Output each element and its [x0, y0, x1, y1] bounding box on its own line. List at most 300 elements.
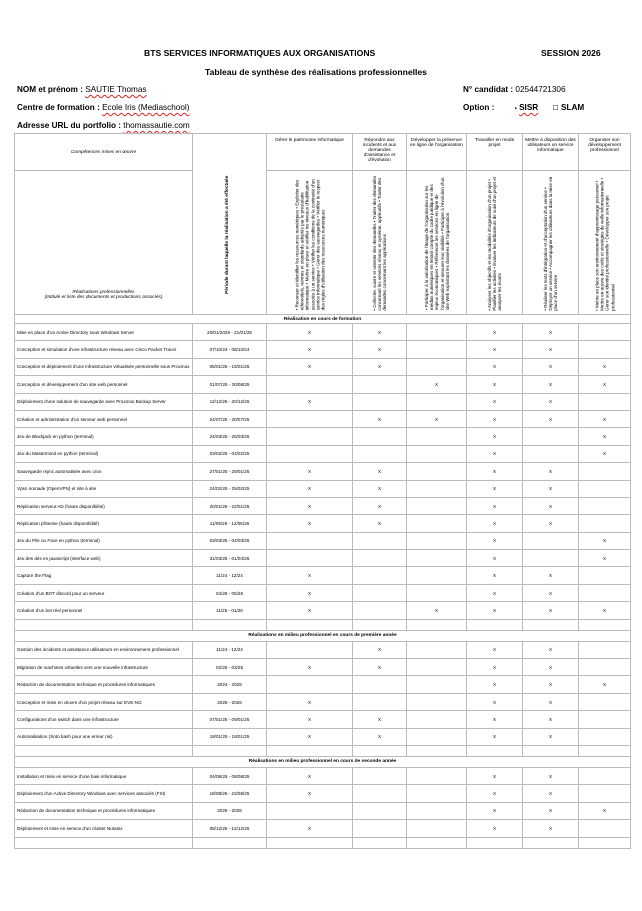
check-mark: X	[307, 773, 312, 779]
realisation-label: Rédaction de documentation technique et procédures informatiques	[15, 802, 193, 819]
spacer-cell	[579, 619, 631, 630]
competence-cell-4	[523, 584, 579, 601]
competence-cell-4	[523, 341, 579, 358]
check-mark: X	[548, 416, 553, 422]
check-mark: X	[548, 825, 553, 831]
col-detail-5	[579, 171, 631, 315]
realisation-label: Création et administration d'un serveur web personnel	[15, 410, 193, 427]
competence-cell-2	[407, 567, 467, 584]
competence-cell-3	[467, 445, 523, 462]
competence-cell-5	[579, 393, 631, 410]
check-mark: X	[492, 503, 497, 509]
competence-cell-1	[353, 693, 407, 710]
check-mark: X	[492, 773, 497, 779]
competence-cell-5	[579, 550, 631, 567]
competence-cell-5	[579, 341, 631, 358]
spacer-cell	[267, 837, 353, 848]
check-mark: X	[602, 381, 607, 387]
check-mark: X	[307, 486, 312, 492]
competence-cell-1	[353, 376, 407, 393]
competence-cell-3	[467, 820, 523, 837]
check-mark: X	[548, 699, 553, 705]
competence-cell-5	[579, 445, 631, 462]
competence-cell-0	[267, 785, 353, 802]
competence-cell-0	[267, 376, 353, 393]
competence-cell-0	[267, 711, 353, 728]
check-mark: X	[307, 734, 312, 740]
check-mark: X	[492, 825, 497, 831]
competence-cell-1	[353, 820, 407, 837]
competence-cell-1	[353, 785, 407, 802]
realisation-period: 11/05/26 - 12/05/26	[193, 515, 267, 532]
competence-cell-3	[467, 428, 523, 445]
check-mark: X	[602, 451, 607, 457]
table-row	[15, 602, 631, 619]
competence-cell-0	[267, 602, 353, 619]
option-slam-checkbox[interactable]: ☐	[552, 105, 559, 112]
realisations-title: Réalisations professionnelles (Intitulé et liste des documents et productions associés)	[15, 171, 193, 315]
competence-cell-1	[353, 463, 407, 480]
competence-cell-4	[523, 567, 579, 584]
table-row	[15, 341, 631, 358]
col-detail-1-text: • Collecter, suivre et orienter des demandes • Traiter des demandes concernant les services réseau et système, applicatifs • Traiter des demandes concernant les applications	[371, 175, 388, 311]
competence-cell-0	[267, 659, 353, 676]
name-value: SAUTIE Thomas	[85, 85, 147, 94]
check-mark: X	[377, 329, 382, 335]
col-title-1: Répondre aux incidents et aux demandes d'assistance et d'évolution	[353, 134, 407, 171]
realisation-label: Jeu du Mastermind en python (terminal)	[15, 445, 193, 462]
check-mark: X	[307, 825, 312, 831]
competence-cell-2	[407, 767, 467, 784]
check-mark: X	[548, 503, 553, 509]
col-title-2: Développer la présence en ligne de l'organisation	[407, 134, 467, 171]
competence-cell-2	[407, 515, 467, 532]
competence-cell-4	[523, 324, 579, 341]
competence-cell-4	[523, 659, 579, 676]
check-mark: X	[492, 434, 497, 440]
realisation-label: Installation et mise en service d'une baie informatique	[15, 767, 193, 784]
check-mark: X	[492, 399, 497, 405]
realisation-label: Déploiement d'un Active Directory Windows avec services associés (FSI)	[15, 785, 193, 802]
candidate-value: 02544721306	[515, 85, 566, 94]
check-mark: X	[548, 773, 553, 779]
realisation-period: 08/12/25 - 12/12/25	[193, 820, 267, 837]
center-line	[17, 103, 189, 112]
section-title: Réalisation en cours de formation	[15, 315, 631, 324]
spacer-cell	[467, 837, 523, 848]
check-mark: X	[492, 647, 497, 653]
check-mark: X	[492, 664, 497, 670]
competence-cell-1	[353, 641, 407, 658]
competence-cell-4	[523, 641, 579, 658]
check-mark: X	[492, 573, 497, 579]
col-title-0: Gérer le patrimoine informatique	[267, 134, 353, 171]
competence-cell-2	[407, 659, 467, 676]
competence-cell-1	[353, 550, 407, 567]
section-title: Réalisations en milieu professionnel en cours de seconde année	[15, 756, 631, 767]
realisation-label: Conception et simulation d'une infrastructure réseau avec Cisco Packet Tracer	[15, 341, 193, 358]
table-row	[15, 358, 631, 375]
check-mark: X	[377, 503, 382, 509]
col-detail-0	[267, 171, 353, 315]
check-mark: X	[377, 486, 382, 492]
candidate-line	[463, 85, 566, 94]
check-mark: X	[492, 329, 497, 335]
competence-cell-5	[579, 711, 631, 728]
competence-cell-4	[523, 802, 579, 819]
competence-cell-2	[407, 820, 467, 837]
realisation-period: 03/02/25 - 04/02/25	[193, 445, 267, 462]
competence-cell-0	[267, 358, 353, 375]
competence-cell-0	[267, 728, 353, 745]
competence-cell-3	[467, 376, 523, 393]
competence-cell-5	[579, 324, 631, 341]
col-detail-2	[407, 171, 467, 315]
competence-cell-2	[407, 641, 467, 658]
check-mark: X	[548, 791, 553, 797]
name-line	[17, 85, 147, 94]
realisation-period: 2024 - 2025	[193, 676, 267, 693]
competence-cell-4	[523, 410, 579, 427]
competence-cell-3	[467, 463, 523, 480]
competence-cell-5	[579, 676, 631, 693]
competence-cell-5	[579, 376, 631, 393]
competence-cell-3	[467, 641, 523, 658]
check-mark: X	[548, 573, 553, 579]
competence-cell-1	[353, 341, 407, 358]
check-mark: X	[548, 734, 553, 740]
competence-cell-4	[523, 480, 579, 497]
check-mark: X	[492, 381, 497, 387]
check-mark: X	[307, 664, 312, 670]
header-row-titles	[15, 134, 631, 171]
spacer-cell	[407, 837, 467, 848]
competence-cell-2	[407, 358, 467, 375]
competence-cell-3	[467, 728, 523, 745]
competence-cell-3	[467, 341, 523, 358]
competence-cell-4	[523, 550, 579, 567]
check-mark: X	[548, 347, 553, 353]
spacer-cell	[15, 837, 193, 848]
competence-cell-2	[407, 602, 467, 619]
realisation-period: 05/01/25 - 15/01/25	[193, 358, 267, 375]
realisation-label: Jeu de Blackjack en python (terminal)	[15, 428, 193, 445]
competence-cell-4	[523, 728, 579, 745]
check-mark: X	[307, 364, 312, 370]
realisation-label: Rédaction de documentation technique et procédures informatiques	[15, 676, 193, 693]
table-row	[15, 463, 631, 480]
competence-cell-0	[267, 341, 353, 358]
table-row	[15, 515, 631, 532]
spacer-cell	[353, 837, 407, 848]
check-mark: X	[307, 347, 312, 353]
competence-cell-1	[353, 497, 407, 514]
table-row	[15, 532, 631, 549]
realisation-period: 11/25 - 01/26	[193, 602, 267, 619]
check-mark: X	[548, 468, 553, 474]
check-mark: X	[548, 329, 553, 335]
portfolio-url[interactable]: thomassautie.com	[123, 121, 190, 130]
check-mark: X	[602, 538, 607, 544]
table-row	[15, 676, 631, 693]
candidate-label: N° candidat :	[463, 85, 514, 94]
option-sisr-checkbox[interactable]: ▪	[514, 106, 517, 112]
spacer-cell	[193, 837, 267, 848]
competence-cell-3	[467, 711, 523, 728]
competence-cell-1	[353, 532, 407, 549]
competence-cell-2	[407, 410, 467, 427]
realisation-label: Migration de machines virtuelles vers une nouvelle infrastructure	[15, 659, 193, 676]
competence-cell-3	[467, 358, 523, 375]
competence-cell-3	[467, 515, 523, 532]
competence-cell-2	[407, 584, 467, 601]
check-mark: X	[602, 682, 607, 688]
competence-cell-4	[523, 445, 579, 462]
check-mark: X	[492, 538, 497, 544]
check-mark: X	[307, 607, 312, 613]
competence-cell-0	[267, 693, 353, 710]
competence-cell-2	[407, 532, 467, 549]
realisation-period: 11/24 - 12/24	[193, 567, 267, 584]
col-title-5: Organiser son développement professionnel	[579, 134, 631, 171]
competence-cell-1	[353, 584, 407, 601]
check-mark: X	[492, 607, 497, 613]
realisation-period: 01/07/25 - 30/08/25	[193, 376, 267, 393]
competence-cell-4	[523, 820, 579, 837]
spacer-cell	[193, 619, 267, 630]
check-mark: X	[548, 590, 553, 596]
check-mark: X	[377, 468, 382, 474]
realisation-period: 18/08/25 - 22/08/25	[193, 785, 267, 802]
realisation-period: 07/10/24 - 08/10/24	[193, 341, 267, 358]
check-mark: X	[548, 664, 553, 670]
competence-cell-1	[353, 728, 407, 745]
competence-cell-2	[407, 550, 467, 567]
check-mark: X	[307, 399, 312, 405]
col-detail-0-text: • Recenser et identifier les ressources numériques • Exploiter des référentiels, normes et standards adoptés par le prestataire informatique • Mettre en place et vérifier les niveaux d'habilitation associés à un service • Vérifier les conditions de la continuité d'un service informatique • Gérer des sauvegardes • Vérifier le respect des règles d'utilisation des ressources numériques	[293, 179, 325, 311]
col-detail-1	[353, 171, 407, 315]
competence-cell-2	[407, 428, 467, 445]
check-mark: X	[492, 699, 497, 705]
table-row	[15, 324, 631, 341]
competence-cell-5	[579, 802, 631, 819]
realisation-label: Conception et déploiement d'une infrastructure virtualisée personnelle sous Proxmox	[15, 358, 193, 375]
competence-cell-0	[267, 463, 353, 480]
spacer-row	[15, 837, 631, 848]
table-row	[15, 659, 631, 676]
realisation-period: 2025 - 2026	[193, 802, 267, 819]
period-header-text: Période durant laquelle la réalisation a été effectuée	[224, 175, 230, 294]
table-row	[15, 584, 631, 601]
portfolio-line	[17, 121, 190, 130]
center-label: Centre de formation :	[17, 103, 100, 112]
table-row	[15, 693, 631, 710]
spacer-cell	[353, 619, 407, 630]
competence-cell-2	[407, 324, 467, 341]
realisation-label: Conception et mise en œuvre d'un projet réseau sur EVE-NG	[15, 693, 193, 710]
realisation-label: Déploiement d'une solution de sauvegarde avec Proxmox Backup Server	[15, 393, 193, 410]
realisation-period: 24/03/25 - 25/03/25	[193, 428, 267, 445]
option-sisr: SISR	[519, 103, 539, 112]
competence-cell-1	[353, 659, 407, 676]
table-row	[15, 376, 631, 393]
check-mark: X	[602, 364, 607, 370]
col-title-4: Mettre à disposition des utilisateurs un service informatique	[523, 134, 579, 171]
table-row	[15, 711, 631, 728]
competence-cell-3	[467, 480, 523, 497]
realisation-label: Création d'un BOT discord pour un serveur	[15, 584, 193, 601]
check-mark: X	[377, 520, 382, 526]
table-row	[15, 410, 631, 427]
section-row	[15, 630, 631, 641]
check-mark: X	[492, 808, 497, 814]
check-mark: X	[307, 699, 312, 705]
option-line	[463, 103, 584, 112]
org-title: BTS SERVICES INFORMATIQUES AUX ORGANISATIONS	[144, 48, 376, 58]
realisation-label: Automatisation (Soto bash pour une erreur nis)	[15, 728, 193, 745]
check-mark: X	[492, 347, 497, 353]
spacer-cell	[523, 619, 579, 630]
check-mark: X	[548, 808, 553, 814]
competence-cell-1	[353, 567, 407, 584]
realisation-period: 02/25 - 03/25	[193, 659, 267, 676]
competence-cell-0	[267, 445, 353, 462]
check-mark: X	[492, 520, 497, 526]
check-mark: X	[548, 716, 553, 722]
competence-cell-0	[267, 324, 353, 341]
competence-cell-1	[353, 602, 407, 619]
check-mark: X	[602, 607, 607, 613]
realisation-label: Jeu du Pile ou Face en python (terminal)	[15, 532, 193, 549]
competence-cell-2	[407, 693, 467, 710]
competence-cell-1	[353, 324, 407, 341]
competence-cell-2	[407, 711, 467, 728]
table-row	[15, 728, 631, 745]
competence-cell-0	[267, 767, 353, 784]
competence-cell-5	[579, 410, 631, 427]
section-row	[15, 315, 631, 324]
competence-cell-0	[267, 567, 353, 584]
option-label: Option :	[463, 103, 495, 112]
spacer-cell	[523, 745, 579, 756]
competence-cell-3	[467, 785, 523, 802]
competence-cell-3	[467, 602, 523, 619]
realisation-period: 12/12/25 - 20/12/26	[193, 393, 267, 410]
competence-cell-3	[467, 324, 523, 341]
competence-cell-5	[579, 567, 631, 584]
check-mark: X	[548, 607, 553, 613]
check-mark: X	[434, 381, 439, 387]
realisation-period: 18/01/25 - 18/01/25	[193, 728, 267, 745]
realisation-label: Création d'un bot réel personnel	[15, 602, 193, 619]
competence-cell-1	[353, 676, 407, 693]
competence-cell-1	[353, 445, 407, 462]
spacer-row	[15, 745, 631, 756]
realisation-label: Sauvegarde rsync automatisée avec cron	[15, 463, 193, 480]
realisation-period: 2025 - 2026	[193, 693, 267, 710]
check-mark: X	[602, 555, 607, 561]
competence-cell-0	[267, 641, 353, 658]
check-mark: X	[492, 716, 497, 722]
spacer-cell	[407, 745, 467, 756]
competence-cell-1	[353, 711, 407, 728]
realisation-label: Réplication serveur AD (haute disponibilité)	[15, 497, 193, 514]
check-mark: X	[492, 682, 497, 688]
check-mark: X	[492, 364, 497, 370]
competence-cell-3	[467, 410, 523, 427]
spacer-cell	[267, 619, 353, 630]
competence-cell-5	[579, 785, 631, 802]
competences-title: Compétences mises en œuvre	[15, 134, 193, 171]
check-mark: X	[548, 682, 553, 688]
table-body	[15, 315, 631, 849]
spacer-cell	[579, 745, 631, 756]
realisation-label: Conception et développement d'un site web personnel	[15, 376, 193, 393]
competence-cell-2	[407, 497, 467, 514]
col-detail-2-text: • Participer à la valorisation de l'image de l'organisation sur les médias numériques en tenant compte du cadre juridique et des enjeux économiques • Référencer les services en ligne de l'organisation et mesurer leur visibilité • Participer à l'évolution d'un site Web exploitant les données de l'organisation	[423, 178, 450, 311]
realisation-period: 20/01/25 - 22/01/25	[193, 497, 267, 514]
header-row-details	[15, 171, 631, 315]
col-detail-4	[523, 171, 579, 315]
check-mark: X	[602, 416, 607, 422]
competence-cell-5	[579, 659, 631, 676]
realisation-label: Réplication pfSense (haute disponibilité)	[15, 515, 193, 532]
check-mark: X	[307, 791, 312, 797]
competence-cell-0	[267, 515, 353, 532]
competence-cell-3	[467, 802, 523, 819]
competence-cell-0	[267, 532, 353, 549]
table-row	[15, 550, 631, 567]
option-slam: SLAM	[561, 103, 585, 112]
realisation-period: 04/08/25 - 08/08/25	[193, 767, 267, 784]
competence-cell-2	[407, 728, 467, 745]
realisation-period: 27/01/25 - 28/01/25	[193, 463, 267, 480]
competence-cell-0	[267, 676, 353, 693]
realisation-period: 20/01/2025 - 21/01/25	[193, 324, 267, 341]
competence-cell-0	[267, 497, 353, 514]
competence-cell-1	[353, 428, 407, 445]
realisation-period: 31/03/25 - 01/04/25	[193, 550, 267, 567]
section-title: Réalisations en milieu professionnel en cours de première année	[15, 630, 631, 641]
competence-cell-5	[579, 728, 631, 745]
check-mark: X	[377, 347, 382, 353]
realisation-period: 07/01/25 - 09/01/25	[193, 711, 267, 728]
realisation-label: Déploiement et mise en service d'un cluster Nutanix	[15, 820, 193, 837]
col-detail-3	[467, 171, 523, 315]
competence-cell-1	[353, 480, 407, 497]
check-mark: X	[307, 590, 312, 596]
check-mark: X	[492, 734, 497, 740]
competence-cell-0	[267, 428, 353, 445]
check-mark: X	[377, 647, 382, 653]
table-row	[15, 820, 631, 837]
spacer-cell	[579, 837, 631, 848]
realisation-period: 24/02/25 - 25/02/25	[193, 480, 267, 497]
realisation-label: Mise en place d'un Active Directory sous Windows Server	[15, 324, 193, 341]
check-mark: X	[307, 329, 312, 335]
competence-cell-5	[579, 480, 631, 497]
col-detail-4-text: • Réaliser les tests d'intégration et d'acceptation d'un service • Déployer un service • Accompagner les utilisateurs dans la mise en place d'un service	[542, 176, 559, 311]
competence-cell-2	[407, 341, 467, 358]
competence-cell-5	[579, 693, 631, 710]
table-row	[15, 567, 631, 584]
document-subtitle: Tableau de synthèse des réalisations professionnelles	[205, 67, 427, 77]
competence-cell-1	[353, 393, 407, 410]
realisation-period: 04/26 - 05/26	[193, 584, 267, 601]
competence-cell-4	[523, 711, 579, 728]
check-mark: X	[492, 451, 497, 457]
realisation-label: Vpsn nomade (OpenVPN) et site à site	[15, 480, 193, 497]
